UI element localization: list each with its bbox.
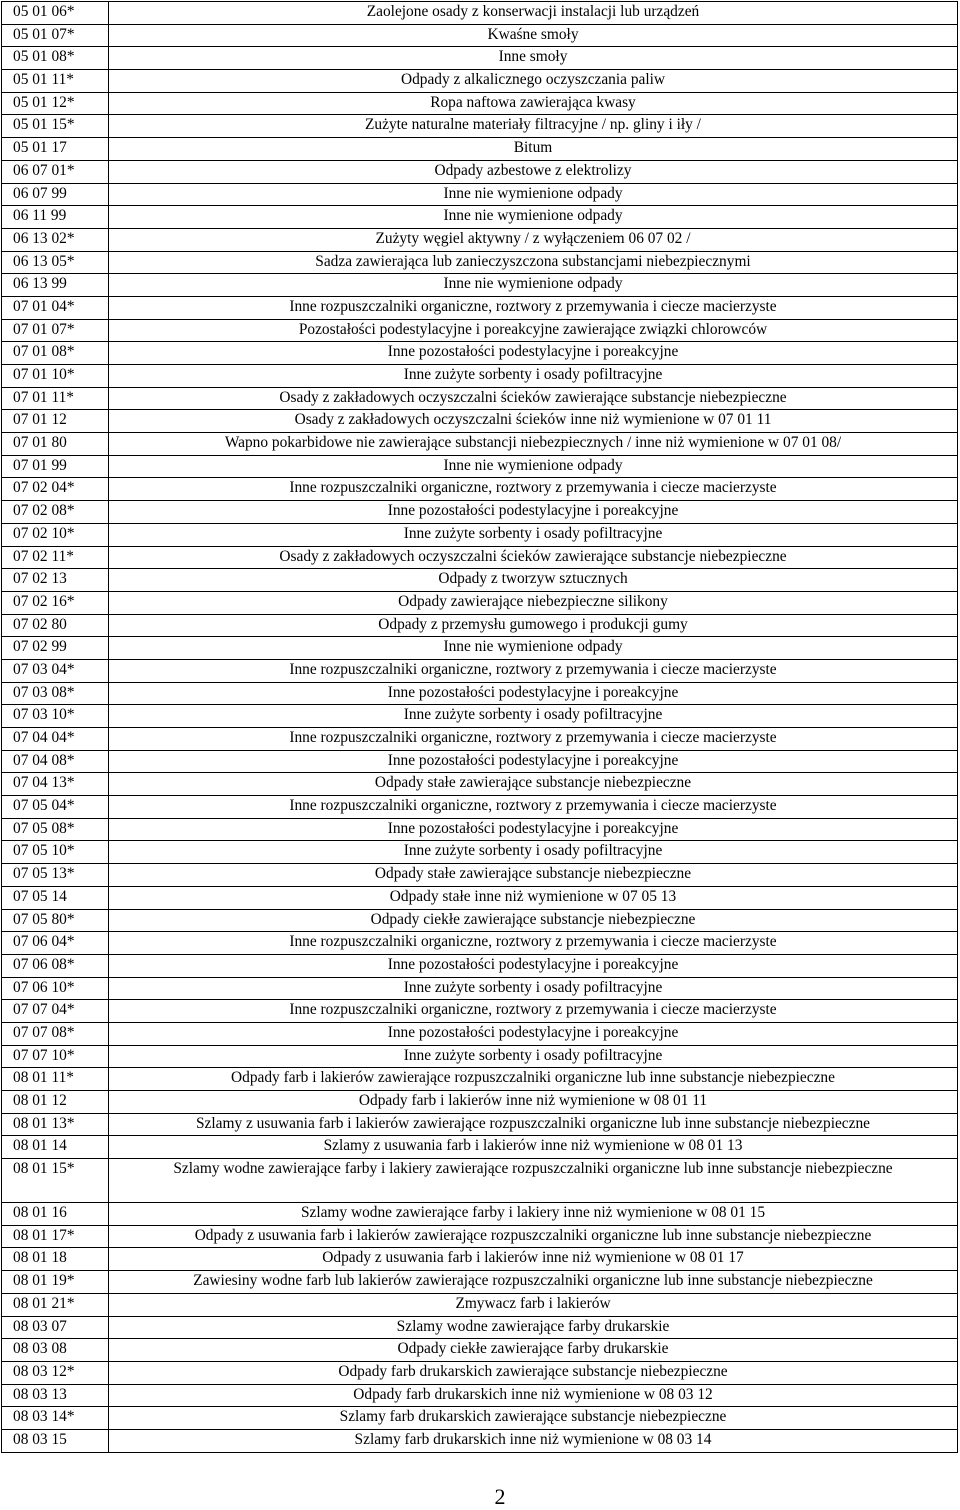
table-row: [2, 932, 958, 955]
waste-description-cell: Inne zużyte sorbenty i osady pofiltracyjne: [109, 841, 958, 864]
table-row: [2, 773, 958, 796]
waste-description-cell: Zaolejone osady z konserwacji instalacji lub urządzeń: [109, 2, 958, 25]
waste-description-cell: Odpady ciekłe zawierające substancje niebezpieczne: [109, 909, 958, 932]
waste-description-cell: Inne nie wymienione odpady: [109, 455, 958, 478]
waste-code-cell: 08 01 14: [2, 1136, 109, 1159]
table-row: [2, 1225, 958, 1248]
waste-code-cell: 05 01 08*: [2, 47, 109, 70]
table-row: [2, 1091, 958, 1114]
waste-description-cell: Odpady farb drukarskich inne niż wymienione w 08 03 12: [109, 1384, 958, 1407]
waste-description-cell: Szlamy wodne zawierające farby drukarskie: [109, 1316, 958, 1339]
waste-code-cell: 08 01 17*: [2, 1225, 109, 1248]
waste-code-cell: 07 03 08*: [2, 682, 109, 705]
table-row: [2, 251, 958, 274]
waste-description-cell: Szlamy z usuwania farb i lakierów inne niż wymienione w 08 01 13: [109, 1136, 958, 1159]
waste-code-cell: 07 07 04*: [2, 1000, 109, 1023]
table-row: [2, 47, 958, 70]
table-row: [2, 728, 958, 751]
waste-codes-table-body: [2, 2, 958, 1453]
table-row: [2, 546, 958, 569]
waste-description-cell: Inne nie wymienione odpady: [109, 274, 958, 297]
waste-description-cell: Inne nie wymienione odpady: [109, 637, 958, 660]
table-row: [2, 138, 958, 161]
waste-code-cell: 07 01 04*: [2, 296, 109, 319]
waste-description-cell: Inne nie wymienione odpady: [109, 206, 958, 229]
waste-description-cell: Szlamy wodne zawierające farby i lakiery inne niż wymienione w 08 01 15: [109, 1203, 958, 1226]
waste-code-cell: 07 04 04*: [2, 728, 109, 751]
table-row: [2, 24, 958, 47]
table-row: [2, 1248, 958, 1271]
waste-description-cell: Szlamy farb drukarskich zawierające substancje niebezpieczne: [109, 1407, 958, 1430]
waste-code-cell: 07 01 11*: [2, 387, 109, 410]
table-row: [2, 274, 958, 297]
waste-description-cell: Odpady z alkalicznego oczyszczania paliw: [109, 70, 958, 93]
waste-description-cell: Odpady z przemysłu gumowego i produkcji gumy: [109, 614, 958, 637]
waste-code-cell: 08 01 11*: [2, 1068, 109, 1091]
table-row: [2, 591, 958, 614]
waste-description-cell: Odpady stałe zawierające substancje niebezpieczne: [109, 773, 958, 796]
waste-description-cell: Ropa naftowa zawierająca kwasy: [109, 92, 958, 115]
waste-code-cell: 07 06 08*: [2, 954, 109, 977]
table-row: [2, 228, 958, 251]
waste-code-cell: 08 01 12: [2, 1091, 109, 1114]
waste-code-cell: 06 07 01*: [2, 160, 109, 183]
table-row: [2, 2, 958, 25]
table-row: [2, 410, 958, 433]
waste-code-cell: 07 02 13: [2, 569, 109, 592]
waste-code-cell: 06 13 02*: [2, 228, 109, 251]
waste-code-cell: 06 11 99: [2, 206, 109, 229]
waste-code-cell: 05 01 17: [2, 138, 109, 161]
waste-code-cell: 07 02 16*: [2, 591, 109, 614]
waste-description-cell: Osady z zakładowych oczyszczalni ścieków zawierające substancje niebezpieczne: [109, 387, 958, 410]
waste-description-cell: Zużyty węgiel aktywny / z wyłączeniem 06 07 02 /: [109, 228, 958, 251]
waste-description-cell: Pozostałości podestylacyjne i poreakcyjne zawierające związki chlorowców: [109, 319, 958, 342]
table-row: [2, 1000, 958, 1023]
table-row: [2, 750, 958, 773]
waste-description-cell: Inne rozpuszczalniki organiczne, roztwory z przemywania i ciecze macierzyste: [109, 296, 958, 319]
waste-description-cell: Wapno pokarbidowe nie zawierające substancji niebezpiecznych / inne niż wymienione w 07 01 08/: [109, 433, 958, 456]
waste-code-cell: 08 01 16: [2, 1203, 109, 1226]
table-row: [2, 455, 958, 478]
table-row: [2, 183, 958, 206]
waste-code-cell: 06 13 05*: [2, 251, 109, 274]
table-row: [2, 115, 958, 138]
waste-code-cell: 07 02 80: [2, 614, 109, 637]
waste-code-cell: 06 07 99: [2, 183, 109, 206]
waste-code-cell: 07 07 08*: [2, 1022, 109, 1045]
waste-code-cell: 08 03 12*: [2, 1361, 109, 1384]
waste-code-cell: 05 01 12*: [2, 92, 109, 115]
page-number: 2: [494, 1484, 506, 1509]
table-row: [2, 1203, 958, 1226]
waste-code-cell: 07 02 10*: [2, 523, 109, 546]
waste-description-cell: Odpady farb i lakierów zawierające rozpuszczalniki organiczne lub inne substancje niebezpieczne: [109, 1068, 958, 1091]
waste-code-cell: 07 07 10*: [2, 1045, 109, 1068]
table-row: [2, 1361, 958, 1384]
waste-description-cell: Sadza zawierająca lub zanieczyszczona substancjami niebezpiecznymi: [109, 251, 958, 274]
waste-description-cell: Inne pozostałości podestylacyjne i poreakcyjne: [109, 1022, 958, 1045]
waste-code-cell: 08 01 13*: [2, 1113, 109, 1136]
waste-description-cell: Inne pozostałości podestylacyjne i poreakcyjne: [109, 342, 958, 365]
waste-description-cell: Inne pozostałości podestylacyjne i poreakcyjne: [109, 818, 958, 841]
waste-code-cell: 08 03 07: [2, 1316, 109, 1339]
table-row: [2, 977, 958, 1000]
waste-description-cell: Inne rozpuszczalniki organiczne, roztwory z przemywania i ciecze macierzyste: [109, 478, 958, 501]
table-row: [2, 160, 958, 183]
waste-code-cell: 07 01 99: [2, 455, 109, 478]
waste-description-cell: Inne rozpuszczalniki organiczne, roztwory z przemywania i ciecze macierzyste: [109, 659, 958, 682]
waste-code-cell: 08 01 18: [2, 1248, 109, 1271]
waste-description-cell: Odpady stałe inne niż wymienione w 07 05 13: [109, 886, 958, 909]
table-row: [2, 682, 958, 705]
waste-description-cell: Inne rozpuszczalniki organiczne, roztwory z przemywania i ciecze macierzyste: [109, 1000, 958, 1023]
waste-description-cell: Odpady ciekłe zawierające farby drukarskie: [109, 1339, 958, 1362]
waste-code-cell: 06 13 99: [2, 274, 109, 297]
table-row: [2, 614, 958, 637]
waste-code-cell: 07 04 08*: [2, 750, 109, 773]
waste-code-cell: 08 01 19*: [2, 1271, 109, 1294]
waste-description-cell: Szlamy wodne zawierające farby i lakiery zawierające rozpuszczalniki organiczne lub inne substancje niebezpieczne: [109, 1159, 958, 1203]
waste-description-cell: Odpady farb drukarskich zawierające substancje niebezpieczne: [109, 1361, 958, 1384]
waste-code-cell: 08 03 14*: [2, 1407, 109, 1430]
waste-code-cell: 07 05 08*: [2, 818, 109, 841]
waste-description-cell: Zmywacz farb i lakierów: [109, 1293, 958, 1316]
waste-description-cell: Odpady azbestowe z elektrolizy: [109, 160, 958, 183]
waste-description-cell: Inne nie wymienione odpady: [109, 183, 958, 206]
table-row: [2, 1022, 958, 1045]
table-row: [2, 342, 958, 365]
table-row: [2, 909, 958, 932]
table-row: [2, 818, 958, 841]
table-row: [2, 365, 958, 388]
waste-code-cell: 07 06 04*: [2, 932, 109, 955]
table-row: [2, 796, 958, 819]
waste-description-cell: Odpady z usuwania farb i lakierów zawierające rozpuszczalniki organiczne lub inne substancje niebezpieczne: [109, 1225, 958, 1248]
waste-description-cell: Inne zużyte sorbenty i osady pofiltracyjne: [109, 705, 958, 728]
table-row: [2, 1113, 958, 1136]
waste-description-cell: Zawiesiny wodne farb lub lakierów zawierające rozpuszczalniki organiczne lub inne substancje niebezpieczne: [109, 1271, 958, 1294]
table-row: [2, 1339, 958, 1362]
table-row: [2, 1293, 958, 1316]
waste-code-cell: 07 05 14: [2, 886, 109, 909]
table-row: [2, 886, 958, 909]
table-row: [2, 1407, 958, 1430]
waste-code-cell: 08 01 15*: [2, 1159, 109, 1203]
table-row: [2, 523, 958, 546]
waste-description-cell: Osady z zakładowych oczyszczalni ścieków inne niż wymienione w 07 01 11: [109, 410, 958, 433]
table-row: [2, 1068, 958, 1091]
waste-description-cell: Inne pozostałości podestylacyjne i poreakcyjne: [109, 501, 958, 524]
waste-description-cell: Inne zużyte sorbenty i osady pofiltracyjne: [109, 1045, 958, 1068]
waste-description-cell: Odpady z usuwania farb i lakierów inne niż wymienione w 08 01 17: [109, 1248, 958, 1271]
table-row: [2, 659, 958, 682]
waste-description-cell: Zużyte naturalne materiały filtracyjne / np. gliny i iły /: [109, 115, 958, 138]
waste-code-cell: 07 01 07*: [2, 319, 109, 342]
waste-code-cell: 07 05 80*: [2, 909, 109, 932]
waste-code-cell: 08 03 08: [2, 1339, 109, 1362]
waste-description-cell: Bitum: [109, 138, 958, 161]
table-row: [2, 954, 958, 977]
waste-code-cell: 07 01 10*: [2, 365, 109, 388]
table-row: [2, 864, 958, 887]
table-row: [2, 92, 958, 115]
waste-description-cell: Inne zużyte sorbenty i osady pofiltracyjne: [109, 977, 958, 1000]
waste-description-cell: Inne rozpuszczalniki organiczne, roztwory z przemywania i ciecze macierzyste: [109, 728, 958, 751]
table-row: [2, 1159, 958, 1203]
waste-description-cell: Kwaśne smoły: [109, 24, 958, 47]
waste-description-cell: Odpady farb i lakierów inne niż wymienione w 08 01 11: [109, 1091, 958, 1114]
table-row: [2, 433, 958, 456]
table-row: [2, 705, 958, 728]
waste-code-cell: 07 01 12: [2, 410, 109, 433]
waste-code-cell: 07 05 13*: [2, 864, 109, 887]
waste-description-cell: Odpady stałe zawierające substancje niebezpieczne: [109, 864, 958, 887]
waste-code-cell: 08 03 15: [2, 1429, 109, 1452]
waste-codes-table: [1, 1, 958, 1453]
waste-description-cell: Odpady z tworzyw sztucznych: [109, 569, 958, 592]
waste-code-cell: 05 01 07*: [2, 24, 109, 47]
waste-code-cell: 07 04 13*: [2, 773, 109, 796]
table-row: [2, 1136, 958, 1159]
waste-description-cell: Szlamy farb drukarskich inne niż wymienione w 08 03 14: [109, 1429, 958, 1452]
table-row: [2, 296, 958, 319]
table-row: [2, 206, 958, 229]
waste-code-cell: 07 02 99: [2, 637, 109, 660]
waste-code-cell: 07 05 10*: [2, 841, 109, 864]
waste-code-cell: 07 01 08*: [2, 342, 109, 365]
table-row: [2, 478, 958, 501]
waste-code-cell: 07 02 11*: [2, 546, 109, 569]
waste-code-cell: 07 03 04*: [2, 659, 109, 682]
waste-code-cell: 07 06 10*: [2, 977, 109, 1000]
waste-code-cell: 08 03 13: [2, 1384, 109, 1407]
waste-code-cell: 07 02 08*: [2, 501, 109, 524]
waste-code-cell: 05 01 06*: [2, 2, 109, 25]
waste-description-cell: Odpady zawierające niebezpieczne silikony: [109, 591, 958, 614]
waste-description-cell: Inne rozpuszczalniki organiczne, roztwory z przemywania i ciecze macierzyste: [109, 796, 958, 819]
waste-description-cell: Inne pozostałości podestylacyjne i poreakcyjne: [109, 682, 958, 705]
waste-code-cell: 07 05 04*: [2, 796, 109, 819]
waste-code-cell: 05 01 15*: [2, 115, 109, 138]
table-row: [2, 841, 958, 864]
waste-description-cell: Inne smoły: [109, 47, 958, 70]
waste-code-cell: 07 01 80: [2, 433, 109, 456]
waste-description-cell: Inne pozostałości podestylacyjne i poreakcyjne: [109, 750, 958, 773]
table-row: [2, 319, 958, 342]
table-row: [2, 1045, 958, 1068]
waste-description-cell: Inne pozostałości podestylacyjne i poreakcyjne: [109, 954, 958, 977]
waste-code-cell: 05 01 11*: [2, 70, 109, 93]
waste-description-cell: Osady z zakładowych oczyszczalni ścieków zawierające substancje niebezpieczne: [109, 546, 958, 569]
table-row: [2, 1316, 958, 1339]
table-row: [2, 1429, 958, 1452]
waste-description-cell: Inne rozpuszczalniki organiczne, roztwory z przemywania i ciecze macierzyste: [109, 932, 958, 955]
waste-description-cell: Inne zużyte sorbenty i osady pofiltracyjne: [109, 365, 958, 388]
table-row: [2, 387, 958, 410]
table-row: [2, 637, 958, 660]
table-row: [2, 569, 958, 592]
table-row: [2, 501, 958, 524]
table-row: [2, 1271, 958, 1294]
table-row: [2, 70, 958, 93]
table-row: [2, 1384, 958, 1407]
waste-description-cell: Szlamy z usuwania farb i lakierów zawierające rozpuszczalniki organiczne lub inne substancje niebezpieczne: [109, 1113, 958, 1136]
waste-code-cell: 07 02 04*: [2, 478, 109, 501]
waste-code-cell: 07 03 10*: [2, 705, 109, 728]
waste-description-cell: Inne zużyte sorbenty i osady pofiltracyjne: [109, 523, 958, 546]
waste-code-cell: 08 01 21*: [2, 1293, 109, 1316]
